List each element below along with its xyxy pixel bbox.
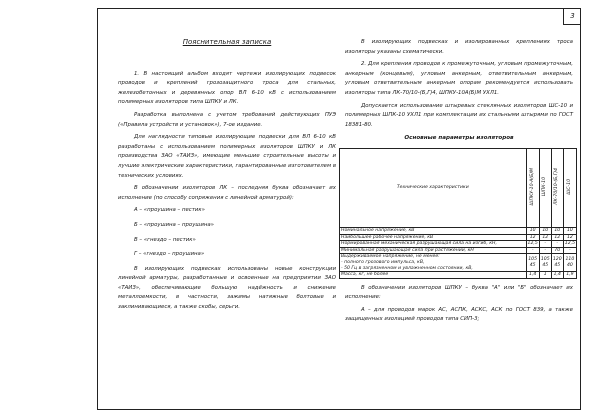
paragraph: В изолирующих подвесках использованы новые конструкции линейной арматуры, разработанные и освоенные на предприятии ЗАО «ТАИЗ», обеспечивающие большую надёжность и снижение металлоемкости, в частности, зажимы натяжные болтовые и заклинивающиеся, а также скобы, серьги. <box>118 265 336 311</box>
cell-value: 12 <box>539 234 551 241</box>
cell-value: - <box>539 241 551 248</box>
cell-value: 1,4 <box>551 272 563 279</box>
paragraph: В обозначении изоляторов ШПКУ – буква "А" или "Б" обозначает их исполнение: <box>345 284 573 301</box>
paragraph: Допускается использование штыревых стеклянных изоляторов ШС-10 и полимерных ШПК-10 УХЛ1 при комплектации их стальными штырями по ГОСТ 18381-80. <box>345 102 573 128</box>
cell-value: - <box>539 247 551 254</box>
table-header-row <box>340 148 577 227</box>
row-label: Минимальная разрушающая сила при растяжении, кН <box>340 247 527 254</box>
list-item: Г – «гнездо – проушина» <box>134 251 205 258</box>
paragraph: 2. Для крепления проводов к промежуточным, угловым промежуточным, анкерным (концевым), угловым анкерным, ответвительным анкерным, угловым ответвительным анкерным опорам рекомендуется использовать изоляторы типа ЛК-70/10-(Б,Г)4, ШПКУ-10А(Б)М УХЛ1. <box>345 61 573 96</box>
row-label: Нормированная механическая разрушающая сила на изгиб, кН, <box>340 241 527 248</box>
list-item: Б – «проушина – проушина» <box>134 221 214 228</box>
left-column <box>118 38 336 316</box>
cell-value: 10 <box>563 227 576 234</box>
row-label: Масса, кг, не более <box>340 272 527 279</box>
row-label: Наибольшее рабочее напряжение, кВ <box>340 234 527 241</box>
column-header: ШС-10 <box>563 148 576 227</box>
column-header: ШПК-10 <box>539 148 551 227</box>
list-item: А – «проушина – пестик» <box>134 207 205 214</box>
table-title: Основные параметры изоляторов <box>404 135 514 142</box>
page-title: Пояснительная записка <box>182 38 272 46</box>
cell-value: 12,5 <box>564 241 575 247</box>
cell-value: 10 <box>526 227 539 234</box>
cell-value: 1 <box>539 272 551 279</box>
paragraph: 1. В настоящий альбом входят чертежи изолирующих подвесок проводов и креплений грозозащитного троса для стальных, железобетонных и деревянных опор ВЛ 6-10 кВ с использованием полимерных изоляторов типа ШПКУ и ЛК. <box>118 70 336 106</box>
paragraph: В изолирующих подвесках и изолированных креплениях троса изоляторы указаны схематически. <box>345 39 573 55</box>
cell-value: 10 <box>539 227 551 234</box>
cell-value: - <box>563 247 576 254</box>
parameters-table <box>339 148 577 279</box>
column-header: ЛК-70/10-(Б,Г)4 <box>551 148 563 227</box>
page-number: 3 <box>563 8 581 25</box>
row-label: Выдерживаемое напряжение, не менее: - полного грозового импульса, кВ, - 50 Гц в загрязненном и увлажненном состоянии, кВ, <box>340 254 527 272</box>
cell-value: 110 40 <box>563 254 576 272</box>
cell-value: 105 45 <box>539 254 551 272</box>
paragraph: Для наглядности типовые изолирующие подвески для ВЛ 6-10 кВ разработаны с использованием полимерных изоляторов ШПКУ и ЛК производства ЗАО «ТАИЗ», имеющие меньшие строительные высоты и лучшие электрические характеристики, гарантированные изготовителем в технических условиях. <box>118 134 336 179</box>
header-caption: Технические характеристики <box>340 148 527 227</box>
cell-value: 10 <box>551 227 563 234</box>
table-row <box>340 241 577 248</box>
cell-value: 12 <box>551 234 563 241</box>
paragraph: А – для проводов марок АС, АСПК, АСКС, АСК по ГОСТ 839, а также защищенных изолацией проводов типа СИП-3; <box>345 306 573 323</box>
cell-value: 105 45 <box>526 254 539 272</box>
cell-value: 12 <box>526 234 539 241</box>
list-item: В – «гнездо – пестик» <box>134 236 196 243</box>
right-column <box>341 38 575 328</box>
cell-value: - <box>526 247 539 254</box>
table-row <box>340 227 577 234</box>
table-row <box>340 234 577 241</box>
paragraph: Разработка выполнена с учетом требований действующих ПУЭ («Правила устройств и установок»), 7-ое издание. <box>118 111 336 128</box>
paragraph: В обозначении изоляторов ЛК – последняя буква обозначает их исполнение (по способу сопряжения с линейной арматурой): <box>118 185 336 201</box>
table-row <box>340 254 577 272</box>
row-label: Номинальное напряжение, кВ <box>340 227 527 234</box>
cell-value: 120 45 <box>551 254 563 272</box>
cell-value: 1,4 <box>526 272 539 279</box>
cell-value: - <box>551 241 563 248</box>
cell-value: 12 <box>563 234 576 241</box>
table-row <box>340 247 577 254</box>
cell-value: 12,5 <box>527 241 538 247</box>
table-row <box>340 272 577 279</box>
column-header: ШПКУ-10-А(Б)М <box>526 148 539 227</box>
cell-value: 1,9 <box>563 272 576 279</box>
cell-value: 70 <box>551 247 563 254</box>
